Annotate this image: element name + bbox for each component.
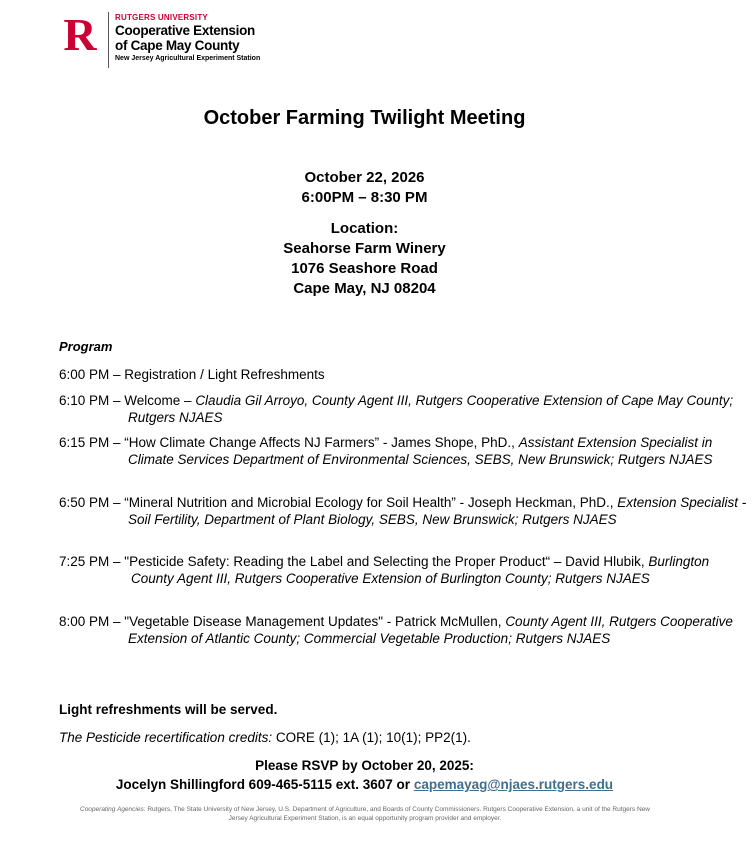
event-datetime bbox=[0, 168, 729, 208]
university-name: RUTGERS UNIVERSITY bbox=[115, 13, 208, 22]
event-location bbox=[0, 219, 729, 299]
page-title: October Farming Twilight Meeting bbox=[203, 107, 526, 129]
rsvp-email-link[interactable]: capemayag@njaes.rutgers.edu bbox=[413, 777, 614, 792]
program-item-speaker: County Agent III, Rutgers Cooperative Extension of Atlantic County; Commercial Vegetable Production; Rutgers NJAES bbox=[128, 614, 733, 646]
location-label: Location: bbox=[330, 220, 399, 237]
rsvp-block bbox=[0, 756, 729, 794]
org-name-line1: Cooperative Extension bbox=[115, 23, 255, 38]
rsvp-deadline: Please RSVP by October 20, 2025: bbox=[255, 758, 474, 773]
program-item-text: 8:00 PM – "Vegetable Disease Management Updates" - Patrick McMullen, bbox=[59, 614, 506, 629]
program-item-text: 6:10 PM – Welcome – bbox=[59, 393, 196, 408]
program-item bbox=[59, 366, 679, 383]
program-item-text: 6:00 PM – Registration / Light Refreshments bbox=[59, 367, 325, 382]
rutgers-r-logo-icon bbox=[58, 9, 102, 60]
program-item bbox=[59, 553, 751, 587]
event-date: October 22, 2026 bbox=[304, 169, 425, 186]
program-item-text: 6:15 PM – “How Climate Change Affects NJ Farmers” - James Shope, PhD., bbox=[59, 435, 519, 450]
program-item-speaker: Assistant Extension Specialist in Climate Services Department of Environmental Sciences, SEBS, New Brunswick; Rutgers NJAES bbox=[128, 435, 713, 467]
program-item-text: 6:50 PM – “Mineral Nutrition and Microbial Ecology for Soil Health” - Joseph Heckman, PhD., bbox=[59, 495, 618, 510]
program-item-speaker: Burlington County Agent III, Rutgers Cooperative Extension of Burlington County; Rutgers NJAES bbox=[131, 554, 710, 586]
svg-text:R: R bbox=[63, 9, 97, 60]
location-name: Seahorse Farm Winery bbox=[283, 240, 446, 257]
credits-note bbox=[59, 730, 471, 745]
program-item-speaker: Extension Specialist - Soil Fertility, Department of Plant Biology, SEBS, New Brunswick; Rutgers NJAES bbox=[128, 495, 747, 527]
credits-value: CORE (1); 1A (1); 10(1); PP2(1). bbox=[272, 730, 471, 745]
program-item bbox=[59, 613, 748, 647]
rsvp-contact bbox=[0, 775, 729, 794]
location-city: Cape May, NJ 08204 bbox=[293, 280, 436, 297]
refreshments-note: Light refreshments will be served. bbox=[59, 702, 278, 717]
org-subtitle: New Jersey Agricultural Experiment Station bbox=[115, 55, 261, 62]
location-street: 1076 Seashore Road bbox=[291, 260, 438, 277]
program-item-speaker: Claudia Gil Arroyo, County Agent III, Rutgers Cooperative Extension of Cape May County; Rutgers NJAES bbox=[128, 393, 734, 425]
org-name-line2: of Cape May County bbox=[115, 38, 240, 53]
program-item bbox=[59, 434, 748, 468]
event-time: 6:00PM – 8:30 PM bbox=[301, 189, 428, 206]
footer-label: Cooperating Agencies: bbox=[80, 806, 146, 813]
program-label: Program bbox=[59, 339, 113, 354]
credits-label: The Pesticide recertification credits: bbox=[59, 730, 273, 745]
program-item bbox=[59, 392, 748, 426]
footer-disclaimer bbox=[80, 805, 650, 823]
program-item bbox=[59, 494, 748, 528]
program-item-text: 7:25 PM – "Pesticide Safety: Reading the Label and Selecting the Proper Product“ – David Hlubik, bbox=[59, 554, 649, 569]
org-name-block bbox=[108, 12, 345, 68]
rsvp-contact-text: Jocelyn Shillingford 609-465-5115 ext. 3607 or bbox=[115, 777, 414, 792]
footer-text: Rutgers, The State University of New Jersey, U.S. Department of Agriculture, and Boards of County Commissioners. Rutgers Cooperative Extension, a unit of the Rutgers New Jersey Agricultural Experiment Station, is an equal opportunity program provider and employer. bbox=[145, 806, 650, 822]
